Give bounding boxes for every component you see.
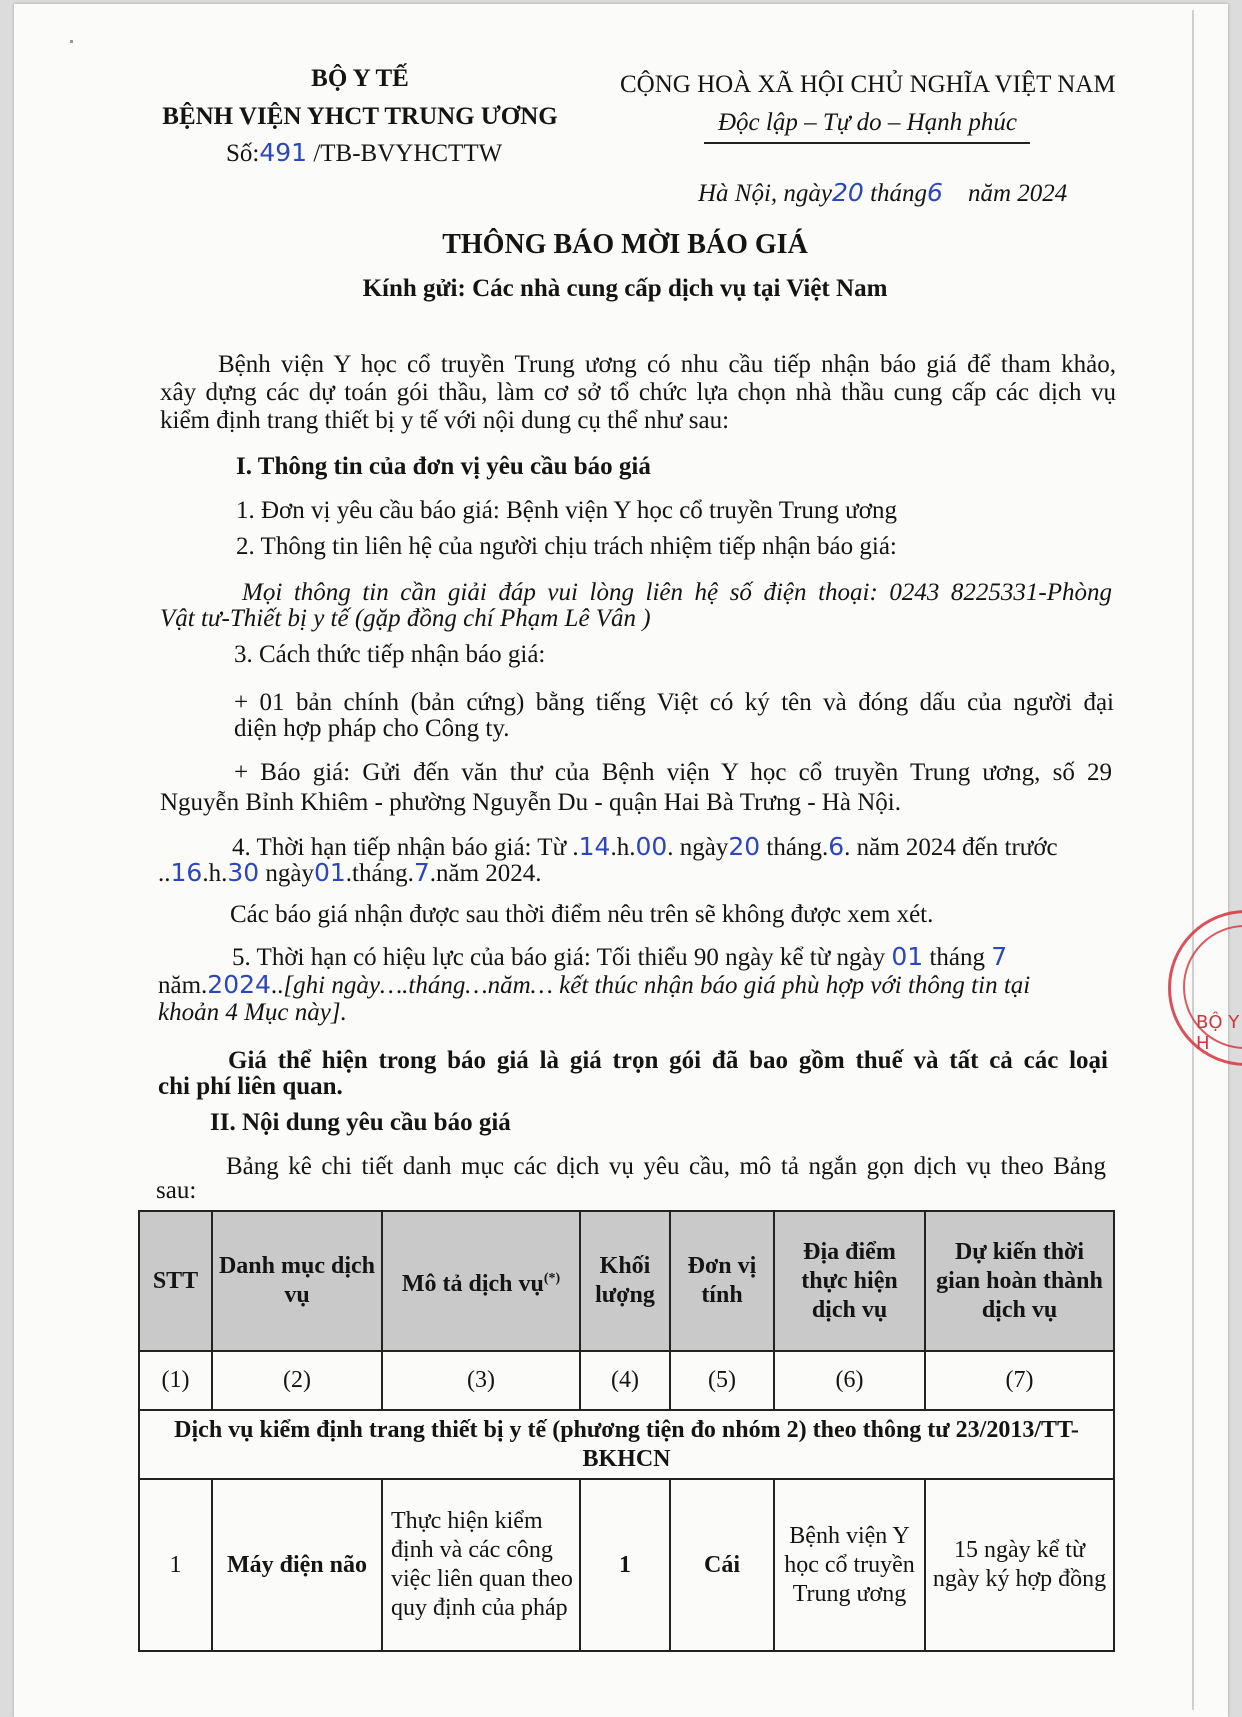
item-4-month-1: 6: [828, 832, 845, 861]
document-number: [226, 138, 502, 169]
header-description-label: Mô tả dịch vụ: [401, 1270, 544, 1297]
section-1-item-4-line-1: 4. Thời hạn tiếp nhận báo giá: Từ .14.h.00. ngày20 tháng.6. năm 2024 đến trước: [232, 832, 1058, 861]
group-title: Dịch vụ kiểm định trang thiết bị y tế (phương tiện đo nhóm 2) theo thông tư 23/2013/TT-BKHCN: [139, 1410, 1114, 1479]
item-5-year: 2024: [207, 970, 271, 999]
contact-line-2: Vật tư-Thiết bị y tế (gặp đồng chí Phạm Lê Vân ): [160, 605, 651, 632]
motto-underline: [704, 142, 1030, 144]
scan-speck: [70, 40, 73, 43]
services-table: [138, 1210, 1115, 1652]
section-2-desc-2: sau:: [156, 1177, 197, 1204]
section-1-item-1: 1. Đơn vị yêu cầu báo giá: Bệnh viện Y học cổ truyền Trung ương: [236, 497, 897, 524]
item-4-note: Các báo giá nhận được sau thời điểm nêu trên sẽ không được xem xét.: [230, 901, 934, 928]
header-stt: STT: [139, 1211, 212, 1351]
item-5-year-label: năm: [158, 972, 202, 999]
table-header-row: [139, 1211, 1114, 1351]
item-5-prefix: 5. Thời hạn có hiệu lực của báo giá: Tối thiểu 90 ngày kể từ ngày: [232, 944, 886, 971]
date-prefix: Hà Nội, ngày: [698, 180, 833, 207]
item-4-minute-1: 00: [635, 832, 668, 861]
header-completion-time: Dự kiến thời gian hoàn thành dịch vụ: [925, 1211, 1114, 1351]
cell-stt: 1: [139, 1479, 212, 1651]
item-5-month: 7: [991, 942, 1008, 971]
ministry-name: BỘ Y TẾ: [311, 65, 409, 92]
column-number: (2): [212, 1351, 382, 1410]
section-1-heading: I. Thông tin của đơn vị yêu cầu báo giá: [236, 453, 651, 480]
date-day: 20: [832, 178, 864, 207]
section-1-item-5-line-2: năm.2024..[ghi ngày….tháng…năm… kết thúc nhận báo giá phù hợp với thông tin tại: [158, 970, 1031, 999]
document-date: [698, 178, 1067, 209]
intro-line-1: Bệnh viện Y học cổ truyền Trung ương có nhu cầu tiếp nhận báo giá để tham khảo,: [218, 351, 1116, 378]
date-month-label: tháng: [870, 180, 928, 207]
item-4-hour-2: 16: [170, 858, 203, 887]
date-year: năm 2024: [967, 180, 1068, 207]
cell-service-name: Máy điện não: [212, 1479, 382, 1651]
header-service: Danh mục dịch vụ: [212, 1211, 382, 1351]
section-2-heading: II. Nội dung yêu cầu báo giá: [210, 1109, 511, 1136]
intro-line-3: kiểm định trang thiết bị y tế với nội dung cụ thể như sau:: [160, 407, 730, 434]
intro-line-2: xây dựng các dự toán gói thầu, làm cơ sở tổ chức lựa chọn nhà thầu cung cấp các dịch vụ: [160, 379, 1116, 406]
price-note-line-2: chi phí liên quan.: [158, 1073, 343, 1100]
item-5-month-label: tháng: [929, 944, 985, 971]
table-group-row: [139, 1410, 1114, 1479]
item-5-italic-2: khoản 4 Mục này].: [158, 999, 347, 1026]
column-number: (5): [670, 1351, 774, 1410]
section-1-item-4-line-2: ..16.h.30 ngày01.tháng.7.năm 2024.: [158, 858, 542, 887]
section-1-item-5-line-1: [232, 942, 1007, 973]
cell-unit: Cái: [670, 1479, 774, 1651]
column-number: (1): [139, 1351, 212, 1410]
column-number: (3): [382, 1351, 580, 1410]
so-suffix: /TB-BVYHCTTW: [313, 140, 503, 167]
contact-line-1: Mọi thông tin cần giải đáp vui lòng liên hệ số điện thoại: 0243 8225331-Phòng: [242, 579, 1112, 606]
item-4-minute-2: 30: [227, 858, 260, 887]
table-number-row: [139, 1351, 1114, 1410]
item-4-day-label: ngày: [679, 834, 729, 861]
item-4-end: năm 2024 đến trước: [856, 834, 1058, 861]
cell-completion-time: 15 ngày kể từ ngày ký hợp đồng: [925, 1479, 1114, 1651]
item-5-day: 01: [891, 942, 924, 971]
item-4-day-2: 01: [313, 858, 346, 887]
item-3-a-line-2: diện hợp pháp cho Công ty.: [234, 715, 510, 742]
table-row: [139, 1479, 1114, 1651]
so-label: Số:: [226, 140, 260, 167]
item-4-hour-1: 14: [578, 832, 611, 861]
national-motto: Độc lập – Tự do – Hạnh phúc: [717, 109, 1018, 136]
item-3-b-line-2: Nguyễn Bỉnh Khiêm - phường Nguyễn Du - quận Hai Bà Trưng - Hà Nội.: [160, 789, 901, 816]
recipient-line: Kính gửi: Các nhà cung cấp dịch vụ tại Việt Nam: [362, 275, 888, 302]
item-5-italic-1: [ghi ngày….tháng…năm… kết thúc nhận báo giá phù hợp với thông tin tại: [283, 972, 1031, 999]
item-4-year-2: năm 2024.: [436, 860, 542, 887]
hospital-name: BỆNH VIỆN YHCT TRUNG ƯƠNG: [162, 103, 558, 130]
scan-edge-line: [1192, 10, 1194, 1710]
header-location: Địa điểm thực hiện dịch vụ: [774, 1211, 925, 1351]
cell-description: Thực hiện kiểm định và các công việc liên quan theo quy định của pháp: [382, 1479, 580, 1651]
item-4-month-label: tháng: [766, 834, 822, 861]
price-note-line-1: Giá thể hiện trong báo giá là giá trọn gói đã bao gồm thuế và tất cả các loại: [228, 1047, 1108, 1074]
republic-name: CỘNG HOÀ XÃ HỘI CHỦ NGHĨA VIỆT NAM: [620, 71, 1116, 98]
header-footnote-mark: (*): [543, 1270, 561, 1286]
header-quantity: Khối lượng: [580, 1211, 670, 1351]
section-2-desc-1: Bảng kê chi tiết danh mục các dịch vụ yêu cầu, mô tả ngắn gọn dịch vụ theo Bảng: [226, 1153, 1106, 1180]
item-4-month-2: 7: [413, 858, 430, 887]
column-number: (4): [580, 1351, 670, 1410]
cell-quantity: 1: [580, 1479, 670, 1651]
item-4-prefix: 4. Thời hạn tiếp nhận báo giá: Từ: [232, 834, 567, 861]
item-3-a-line-1: + 01 bản chính (bản cứng) bằng tiếng Việt có ký tên và đóng dấu của người đại: [234, 689, 1114, 716]
header-description: [382, 1211, 580, 1351]
so-handwritten: 491: [259, 138, 308, 167]
section-1-item-2: 2. Thông tin liên hệ của người chịu trách nhiệm tiếp nhận báo giá:: [236, 533, 897, 560]
header-unit: Đơn vị tính: [670, 1211, 774, 1351]
stamp-text: BỘ Y H: [1196, 1012, 1240, 1054]
item-3-b-line-1: + Báo giá: Gửi đến văn thư của Bệnh viện Y học cổ truyền Trung ương, số 29: [234, 759, 1112, 786]
item-4-day-1: 20: [728, 832, 761, 861]
cell-location: Bệnh viện Y học cổ truyền Trung ương: [774, 1479, 925, 1651]
date-month: 6: [927, 178, 943, 207]
column-number: (6): [774, 1351, 925, 1410]
section-1-item-3: 3. Cách thức tiếp nhận báo giá:: [234, 641, 546, 668]
column-number: (7): [925, 1351, 1114, 1410]
document-title: THÔNG BÁO MỜI BÁO GIÁ: [442, 229, 808, 260]
